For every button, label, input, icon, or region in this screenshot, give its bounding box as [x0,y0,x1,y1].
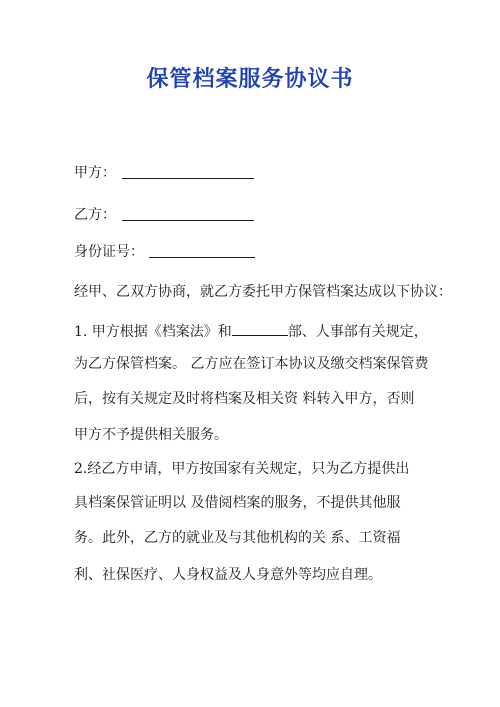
field-party-a [74,164,116,182]
clause-2-line-1: 2.经乙方申请，甲方按国家有关规定，只为乙方提供出 [74,461,410,477]
document-title: 保管档案服务协议书 [146,66,354,92]
clause-1-line-4: 甲方不予提供相关服务。 [74,427,228,443]
field-id-number-label: 身份证号： [74,244,144,260]
clause-1-line-2: 为乙方保管档案。 乙方应在签订本协议及缴交档案保管费 [74,356,429,372]
clause-1-blank [232,321,288,336]
clause-1-line-3: 后，按有关规定及时将档案及相关资 料转入甲方，否则 [74,391,415,407]
clause-2-line-2: 具档案保管证明以 及借阅档案的服务，不提供其他服 [74,495,401,511]
clause-2-line-3: 务。此外，乙方的就业及与其他机构的关 系、工资福 [74,530,401,546]
clause-1-line-1 [74,321,428,341]
field-party-b [74,206,116,224]
field-party-a-label: 甲方： [74,165,116,181]
clause-2-line-4: 利、社保医疗、人身权益及人身意外等均应自理。 [74,567,382,583]
clause-1-line-1-after: 部、人事部有关规定， [287,324,428,340]
intro-paragraph: 经甲、乙双方协商，就乙方委托甲方保管档案达成以下协议： [74,284,452,300]
field-party-a-blank [122,164,254,179]
field-id-number [74,243,144,261]
clause-1-line-1-before: 1. 甲方根据《档案法》和 [74,324,232,340]
field-party-b-label: 乙方： [74,207,116,223]
field-id-number-blank [149,243,255,258]
field-party-b-blank [122,206,254,221]
